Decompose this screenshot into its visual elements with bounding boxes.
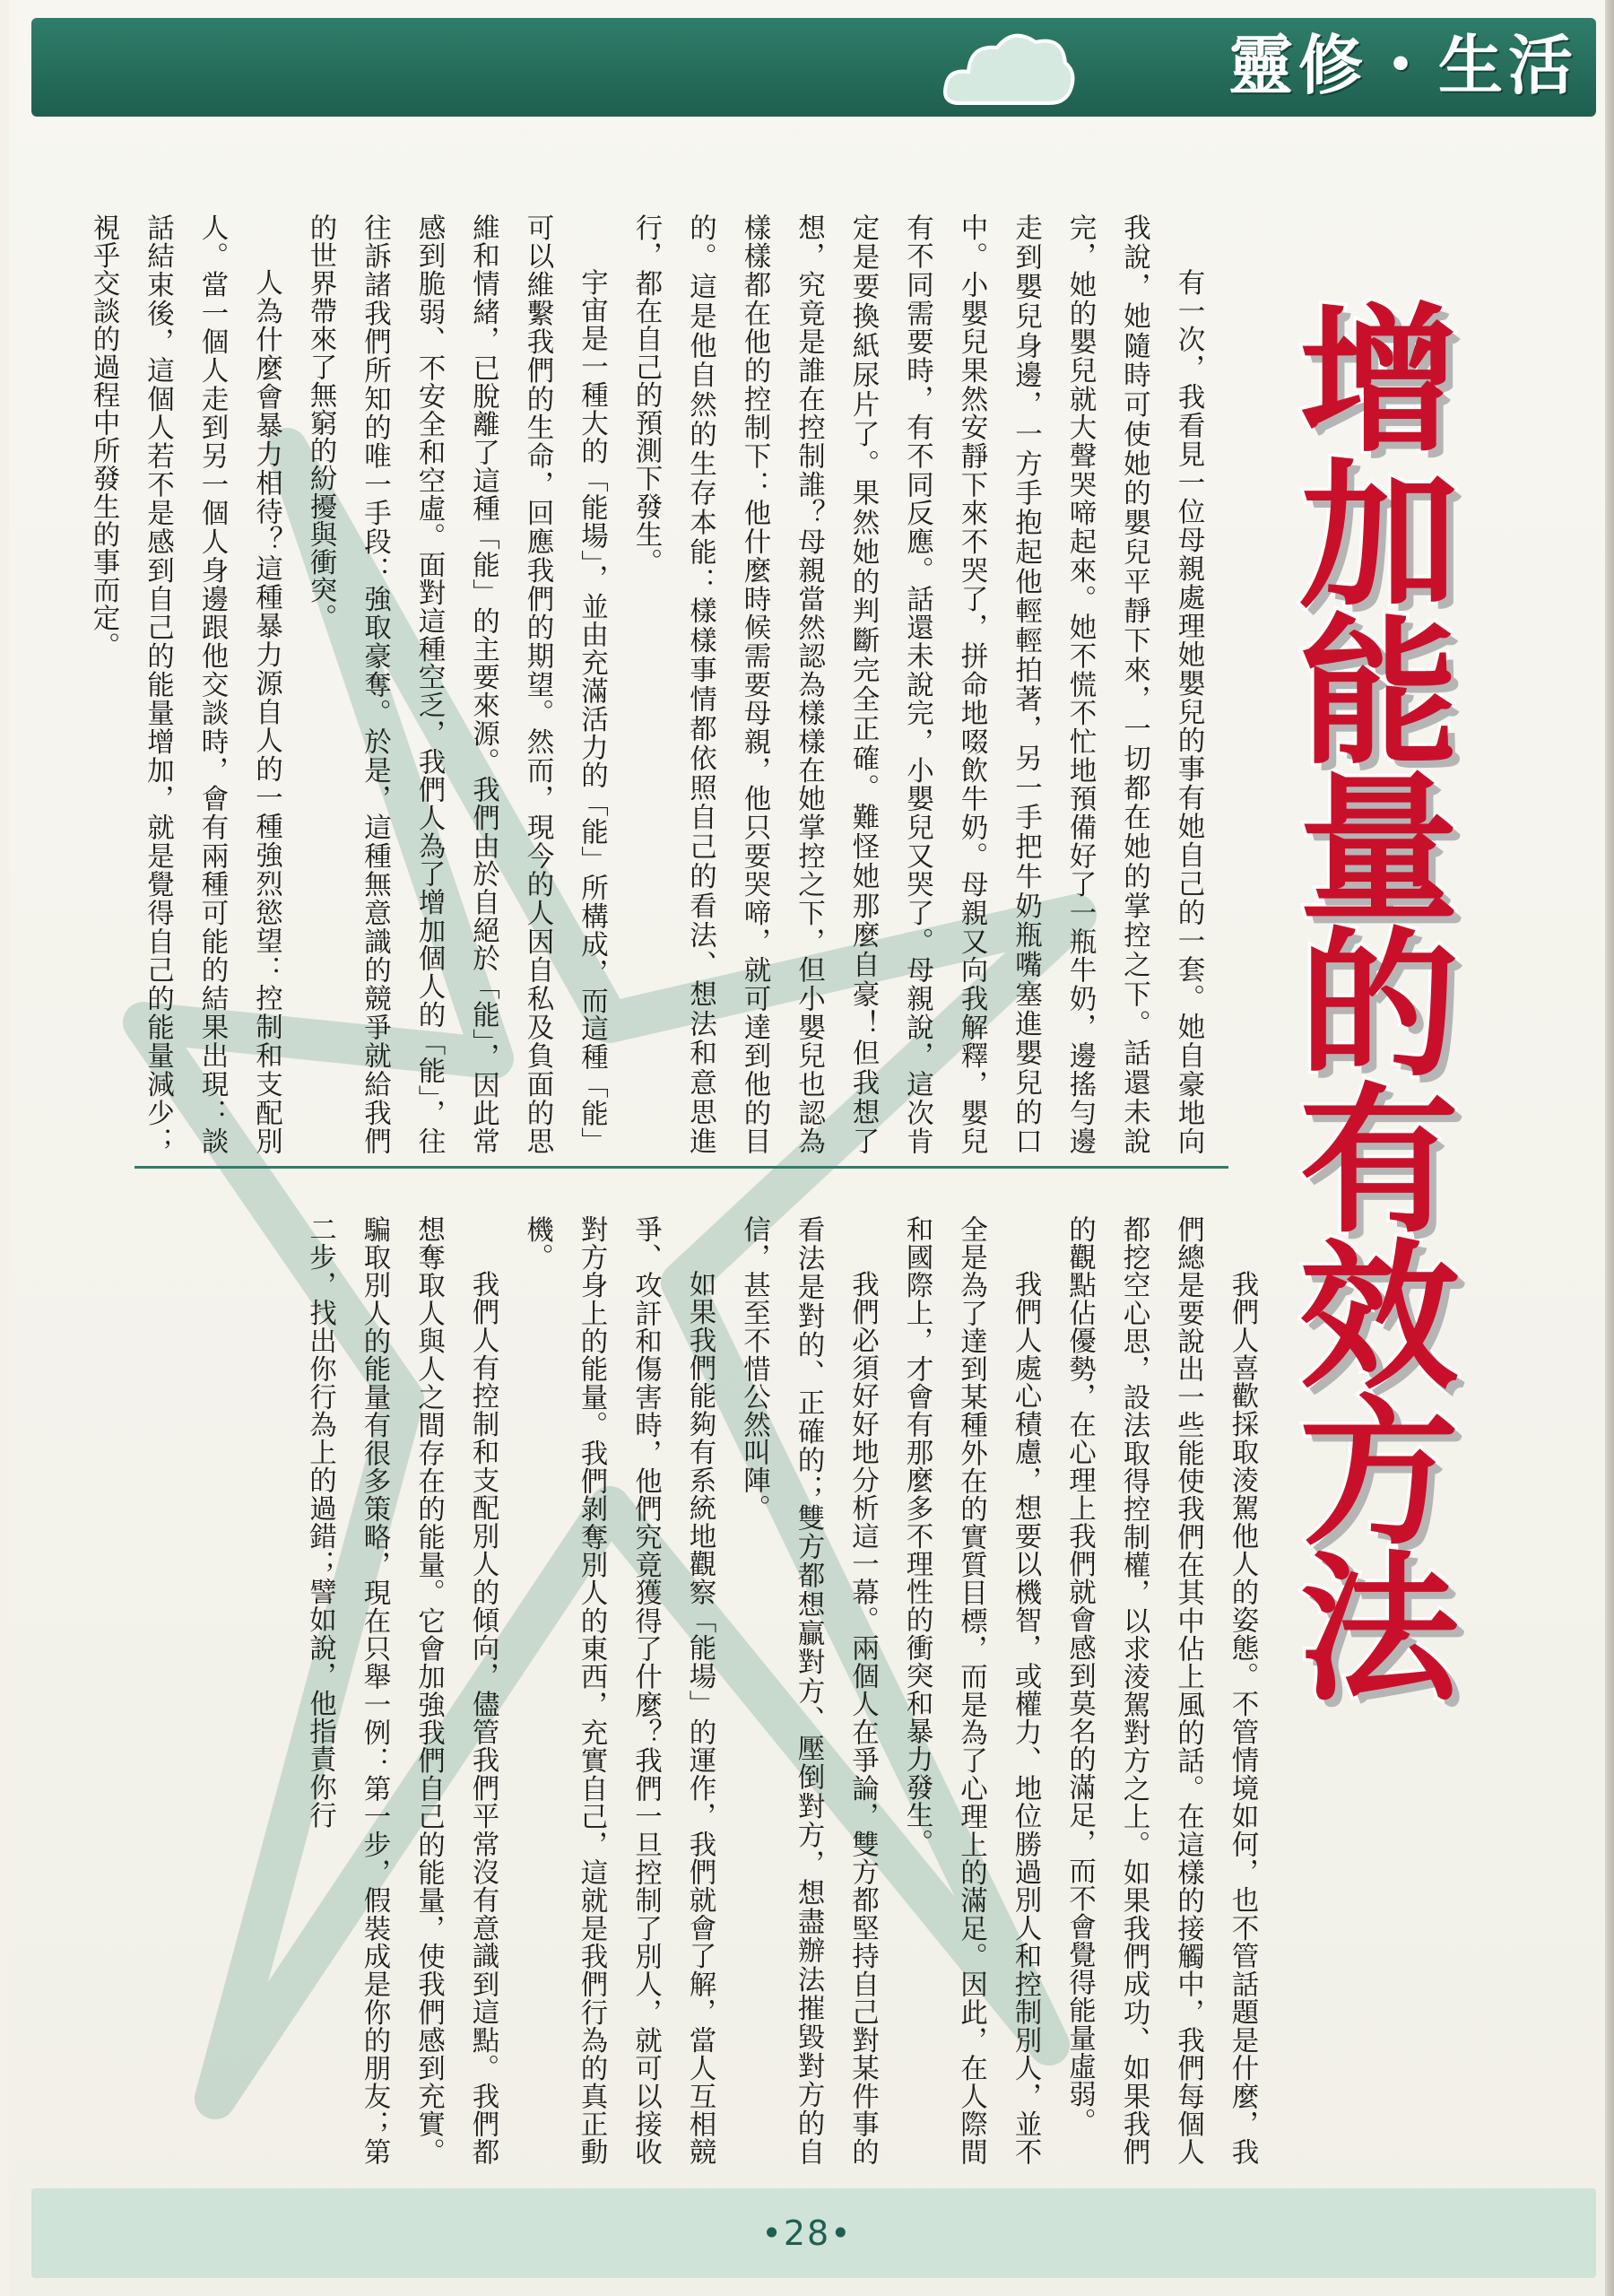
article-paragraph: 我們人有控制和支配別人的傾向，儘管我們平常沒有意識到這點。我們都想奪取人與人之間存在的能量。它會加強我們自己的能量，使我們感到充實。騙取別人的能量有很多策略，現在只舉一例：第一步，假裝成是你的朋友；第二步，找出你行為上的過錯；譬如說，他指責你行: [304, 1215, 499, 2166]
article-paragraph: 有一次，我看見一位母親處理她嬰兒的事有她自己的一套。她自豪地向我說，她隨時可使她的嬰兒平靜下來，一切都在她的掌控之下。話還未說完，她的嬰兒就大聲哭啼起來。她不慌不忙地預備好了一瓶牛奶，邊搖勻邊走到嬰兒身邊，一方手抱起他輕輕拍著，另一手把牛奶瓶嘴塞進嬰兒的口中。小嬰兒果然安靜下來不哭了，拼命地啜飲牛奶。母親又向我解釋，嬰兒有不同需要時，有不同反應。話還未說完，小嬰兒又哭了。母親說，這次肯定是要換紙尿片了。果然她的判斷完全正確。難怪她那麼自豪！但我想了想，究竟是誰在控制誰？母親當然認為樣樣在她掌控之下，但小嬰兒也認為樣樣都在他的控制下：他什麼時候需要母親，他只要哭啼，就可達到他的目的。這是他自然的生存本能：樣樣事情都依照自己的看法、想法和意思進行，都在自己的預測下發生。: [630, 213, 1204, 1155]
page-number: [0, 2193, 1614, 2274]
column-divider: [134, 1166, 1228, 1169]
page-number-value: 28: [783, 2213, 831, 2253]
article-paragraph: 我們人喜歡採取淩駕他人的姿態。不管情境如何，也不管話題是什麼，我們總是要說出一些能使我們在其中佔上風的話。在這樣的接觸中，我們每個人都挖空心思，設法取得控制權，以求淩駕對方之上。如果我們成功、如果我們的觀點佔優勢，在心理上我們就會感到莫名的滿足，而不會覺得能量虛弱。: [1063, 1215, 1258, 2166]
section-title: 靈修・生活: [1228, 28, 1578, 103]
article-paragraph: 人為什麼會暴力相待？這種暴力源自人的一種強烈慾望：控制和支配別人。當一個人走到另一個人身邊跟他交談時，會有兩種可能的結果出現：談話結束後，這個人若不是感到自己的能量增加，就是覺得自己的能量減少；視乎交談的過程中所發生的事而定。: [88, 213, 282, 1155]
article-paragraph: 如果我們能夠有系統地觀察「能場」的運作，我們就會了解，當人互相競爭、攻訐和傷害時，他們究竟獲得了什麼？我們一旦控制了別人，就可以接收對方身上的能量。我們剝奪別人的東西，充實自己，這就是我們行為的真正動機。: [521, 1215, 716, 2166]
cloud-icon: [941, 22, 1076, 112]
article-lower-column: [161, 1215, 1269, 2166]
article-paragraph: 宇宙是一種大的「能場」，並由充滿活力的「能」所構成，而這種「能」可以維繫我們的生命，回應我們的期望。然而，現今的人因自私及負面的思維和情緒，已脫離了這種「能」的主要來源。我們由於自絕於「能」，因此常感到脆弱、不安全和空虛。面對這種空乏，我們人為了增加個人的「能」，往往訴諸我們所知的唯一手段：強取豪奪。於是，這種無意識的競爭就給我們的世界帶來了無窮的紛擾與衝突。: [305, 213, 608, 1155]
article-headline: 增加能量的有效方法: [1272, 296, 1458, 1700]
article-paragraph: 我們人處心積慮，想要以機智，或權力、地位勝過別人和控制別人，並不全是為了達到某種外在的實質目標，而是為了心理上的滿足。因此，在人際間和國際上，才會有那麼多不理性的衝突和暴力發生。: [901, 1215, 1041, 2166]
bullet-dot-icon: •: [830, 2213, 853, 2253]
bullet-dot-icon: •: [761, 2213, 784, 2253]
article-upper-column: [88, 213, 1215, 1155]
page-binding-edge: [1605, 0, 1614, 2296]
article-paragraph: 我們必須好好地分析這一幕。兩個人在爭論，雙方都堅持自己對某件事的看法是對的、正確的；雙方都想贏對方、壓倒對方，想盡辦法摧毀對方的自信，甚至不惜公然叫陣。: [738, 1215, 879, 2166]
